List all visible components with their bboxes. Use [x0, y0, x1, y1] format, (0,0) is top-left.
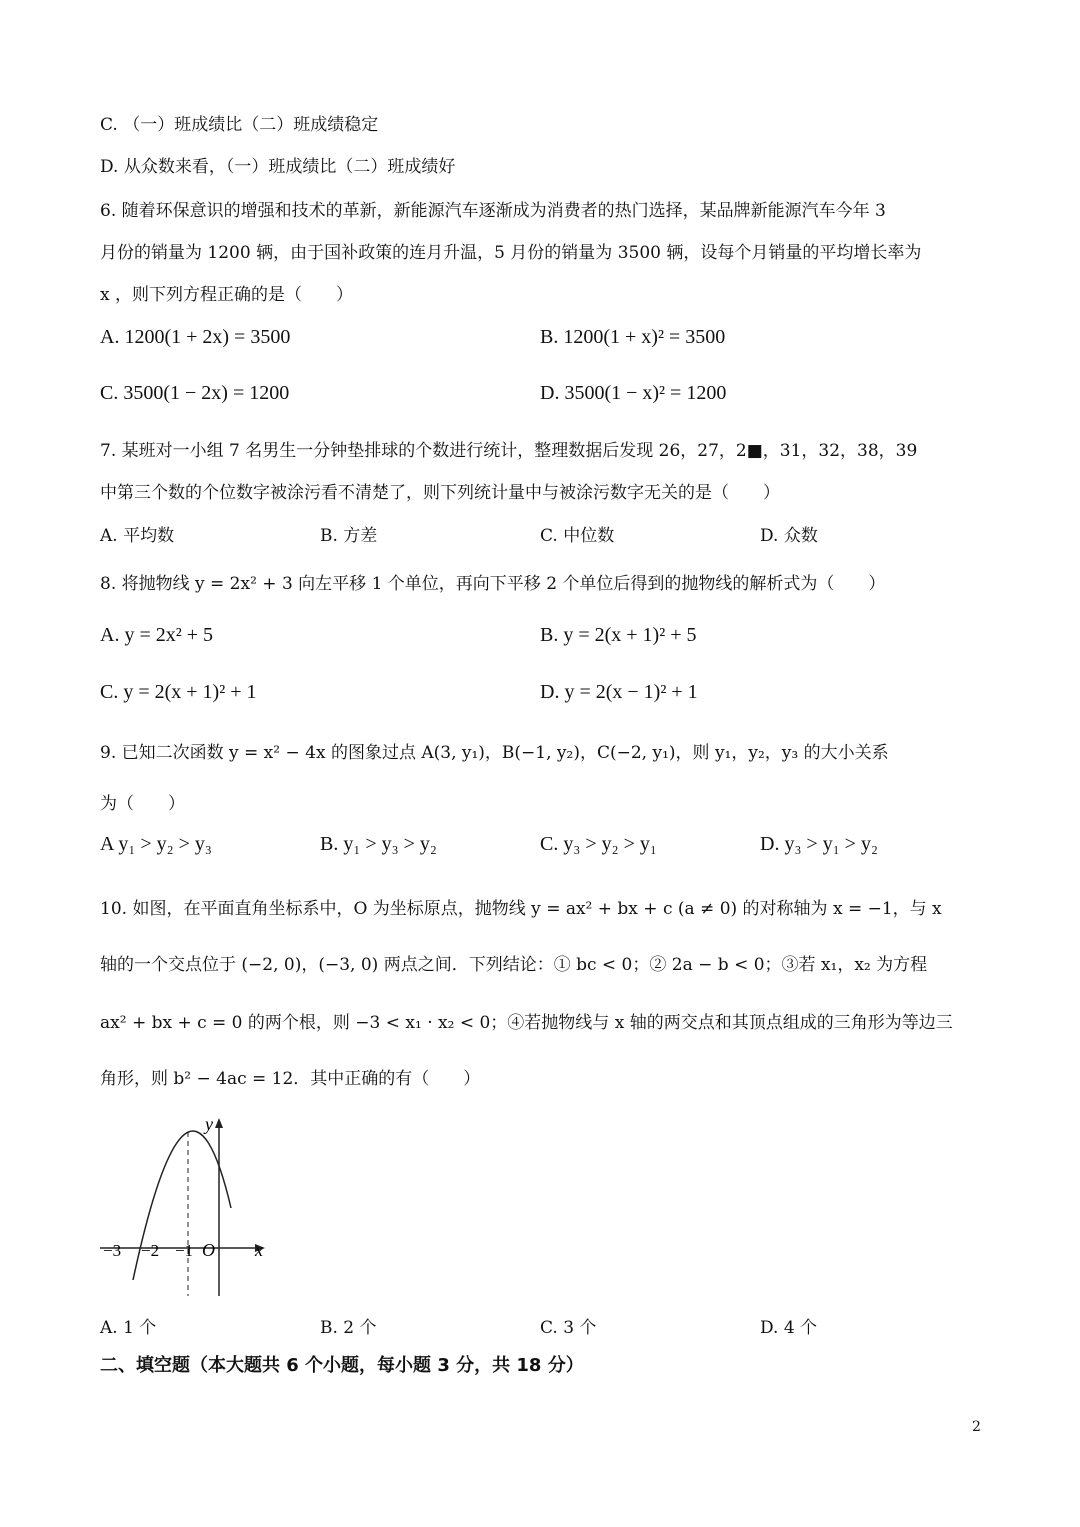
q9-stem-line-2: 为（ ）: [100, 794, 185, 814]
q7-option-b: B. 方差: [320, 526, 378, 546]
q6-option-d: D. 3500(1 − x)² = 1200: [540, 382, 727, 404]
q7-option-c: C. 中位数: [540, 526, 615, 546]
q6-option-b: B. 1200(1 + x)² = 3500: [540, 326, 726, 348]
q8-option-c: C. y = 2(x + 1)² + 1: [100, 681, 257, 703]
q6-stem-line-1: 6. 随着环保意识的增强和技术的革新，新能源汽车逐渐成为消费者的热门选择，某品牌新能源汽车今年 3: [100, 201, 886, 221]
q5-option-d: D. 从众数来看，（一）班成绩比（二）班成绩好: [100, 157, 456, 177]
q8-option-d: D. y = 2(x − 1)² + 1: [540, 681, 698, 703]
tick-label-neg1: −1: [175, 1241, 194, 1260]
q8-stem-line-1: 8. 将抛物线 y = 2x² + 3 向左平移 1 个单位，再向下平移 2 个单位后得到的抛物线的解析式为（ ）: [100, 574, 886, 594]
q10-option-c: C. 3 个: [540, 1318, 597, 1338]
q9-option-c: C. y₃ > y₂ > y₁: [540, 833, 657, 855]
q7-option-a: A. 平均数: [100, 526, 175, 546]
x-axis-label: x: [255, 1240, 263, 1260]
y-axis-arrow-icon: [215, 1118, 223, 1128]
q6-option-a: A. 1200(1 + 2x) = 3500: [100, 326, 291, 348]
q10-stem-line-3: ax² + bx + c = 0 的两个根，则 −3 < x₁ · x₂ < 0；④若抛物线与 x 轴的两交点和其顶点组成的三角形为等边三: [100, 1013, 953, 1033]
section-2-heading: 二、填空题（本大题共 6 个小题，每小题 3 分，共 18 分）: [100, 1355, 584, 1376]
q6-stem-line-3: x ，则下列方程正确的是（ ）: [100, 285, 353, 305]
tick-label-neg2: −2: [141, 1241, 160, 1260]
q10-option-b: B. 2 个: [320, 1318, 377, 1338]
q9-stem-line-1: 9. 已知二次函数 y = x² − 4x 的图象过点 A(3, y₁)，B(−1, y₂)，C(−2, y₁)，则 y₁，y₂，y₃ 的大小关系: [100, 743, 889, 763]
tick-label-neg3: −3: [103, 1241, 122, 1260]
page-number: 2: [972, 1419, 981, 1435]
y-axis-label: y: [205, 1114, 213, 1134]
q7-stem-line-2: 中第三个数的个位数字被涂污看不清楚了，则下列统计量中与被涂污数字无关的是（ ）: [100, 483, 780, 503]
origin-label: O: [202, 1240, 215, 1260]
q10-stem-line-1: 10. 如图，在平面直角坐标系中，O 为坐标原点，抛物线 y = ax² + bx + c (a ≠ 0) 的对称轴为 x = −1，与 x: [100, 899, 942, 919]
q7-stem-line-1: 7. 某班对一小组 7 名男生一分钟垫排球的个数进行统计，整理数据后发现 26，27，2■，31，32，38，39: [100, 441, 918, 461]
q10-option-a: A. 1 个: [100, 1318, 157, 1338]
q5-option-c: C. （一）班成绩比（二）班成绩稳定: [100, 115, 379, 135]
q9-option-a: A y₁ > y₂ > y₃: [100, 833, 212, 855]
q6-stem-line-2: 月份的销量为 1200 辆，由于国补政策的连月升温，5 月份的销量为 3500 辆，设每个月销量的平均增长率为: [100, 243, 922, 263]
q8-option-b: B. y = 2(x + 1)² + 5: [540, 624, 697, 646]
q7-option-d: D. 众数: [760, 526, 818, 546]
q8-option-a: A. y = 2x² + 5: [100, 624, 213, 646]
q9-option-d: D. y₃ > y₁ > y₂: [760, 833, 878, 855]
q9-option-b: B. y₁ > y₃ > y₂: [320, 833, 437, 855]
q6-option-c: C. 3500(1 − 2x) = 1200: [100, 382, 290, 404]
q10-option-d: D. 4 个: [760, 1318, 818, 1338]
q10-stem-line-2: 轴的一个交点位于 (−2, 0)，(−3, 0) 两点之间．下列结论：① bc < 0；② 2a − b < 0；③若 x₁，x₂ 为方程: [100, 955, 928, 975]
q10-stem-line-4: 角形，则 b² − 4ac = 12．其中正确的有（ ）: [100, 1069, 481, 1089]
q10-parabola-figure: [95, 1110, 280, 1300]
